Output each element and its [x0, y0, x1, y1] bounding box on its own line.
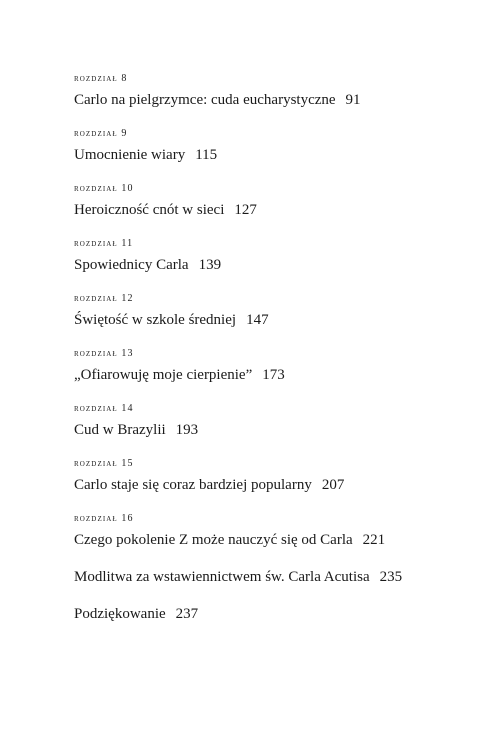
toc-entry-chapter-16 [74, 512, 454, 550]
page-number: 221 [362, 532, 386, 548]
chapter-title: Carlo na pielgrzymce: cuda eucharystyczne [74, 92, 336, 108]
page-number: 127 [234, 202, 257, 218]
chapter-label: rozdział 14 [74, 403, 134, 414]
table-of-contents [74, 72, 454, 641]
chapter-title: „Ofiarowuję moje cierpienie” [74, 367, 253, 383]
section-title-line [74, 604, 454, 624]
chapter-title: Czego pokolenie Z może nauczyć się od Carla [74, 532, 353, 548]
toc-entry-chapter-15 [74, 457, 454, 495]
chapter-title-line [74, 365, 454, 385]
chapter-title-line [74, 90, 454, 110]
chapter-label: rozdział 8 [74, 73, 128, 84]
page-number: 115 [195, 147, 218, 163]
chapter-label: rozdział 9 [74, 128, 128, 139]
chapter-title-line [74, 475, 454, 495]
chapter-title: Świętość w szkole średniej [74, 312, 237, 328]
page-number: 147 [246, 312, 269, 328]
chapter-title: Umocnienie wiary [74, 147, 186, 163]
toc-entry-chapter-11 [74, 237, 454, 275]
section-title-line [74, 567, 454, 587]
chapter-title-line [74, 530, 454, 550]
section-title: Modlitwa za wstawiennictwem św. Carla Acutisa [74, 569, 370, 585]
toc-entry-chapter-12 [74, 292, 454, 330]
chapter-title-line [74, 310, 454, 330]
toc-entry-prayer [74, 567, 454, 587]
chapter-title: Spowiednicy Carla [74, 257, 189, 273]
chapter-title: Carlo staje się coraz bardziej popularny [74, 477, 312, 493]
chapter-title-line [74, 145, 454, 165]
toc-entry-chapter-10 [74, 182, 454, 220]
chapter-label: rozdział 12 [74, 293, 134, 304]
page-number: 91 [345, 92, 361, 108]
toc-entry-acknowledgements [74, 604, 454, 624]
page-number: 139 [198, 257, 222, 273]
toc-entry-chapter-13 [74, 347, 454, 385]
page-number: 207 [321, 477, 345, 493]
page-number: 237 [175, 606, 199, 622]
chapter-title-line [74, 255, 454, 275]
page-number: 173 [262, 367, 285, 383]
chapter-label: rozdział 11 [74, 238, 134, 249]
chapter-label: rozdział 10 [74, 183, 134, 194]
chapter-title: Heroiczność cnót w sieci [74, 202, 225, 218]
page-number: 235 [379, 569, 403, 585]
chapter-title-line [74, 420, 454, 440]
chapter-label: rozdział 16 [74, 513, 134, 524]
chapter-label: rozdział 13 [74, 348, 134, 359]
chapter-title: Cud w Brazylii [74, 422, 166, 438]
toc-entry-chapter-8 [74, 72, 454, 110]
chapter-title-line [74, 200, 454, 220]
toc-entry-chapter-9 [74, 127, 454, 165]
section-title: Podziękowanie [74, 606, 166, 622]
chapter-label: rozdział 15 [74, 458, 134, 469]
toc-entry-chapter-14 [74, 402, 454, 440]
page-number: 193 [175, 422, 199, 438]
